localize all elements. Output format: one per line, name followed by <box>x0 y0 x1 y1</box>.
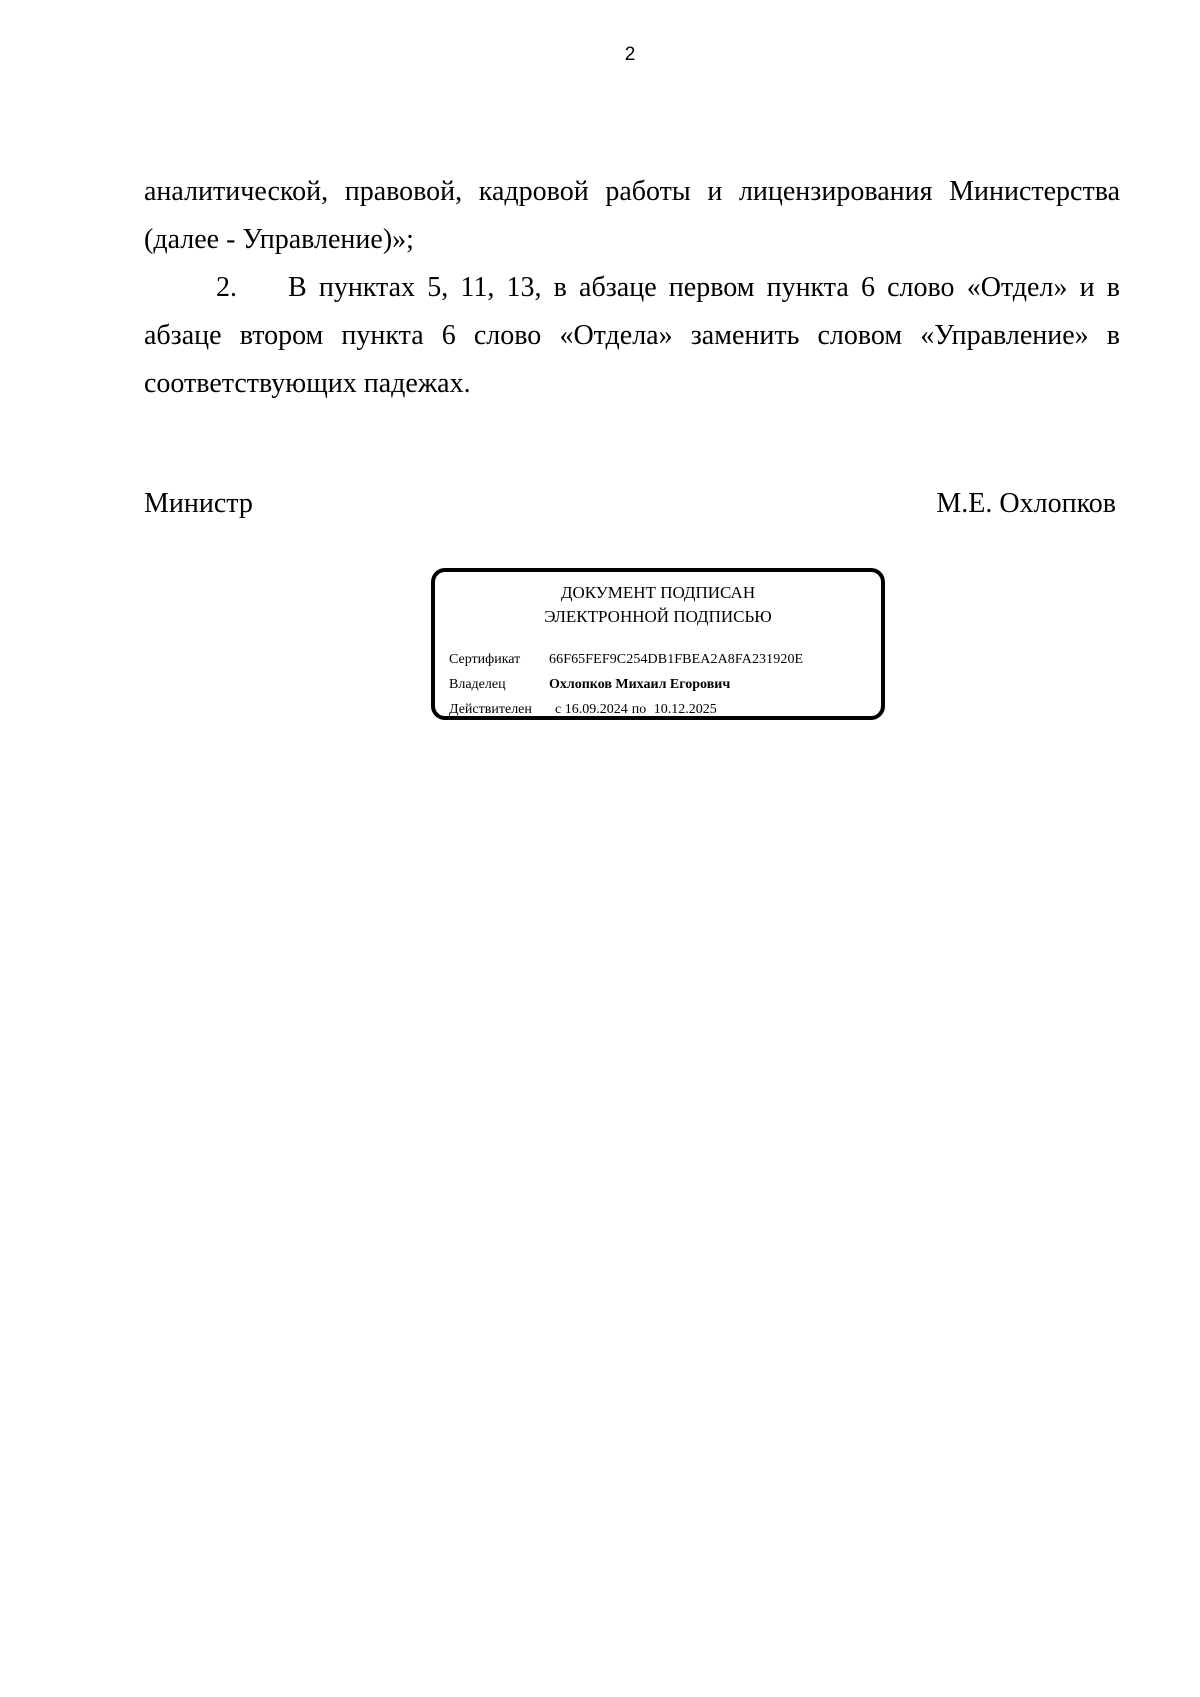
valid-to-date: 10.12.2025 <box>653 702 717 717</box>
signature-block <box>144 484 1116 524</box>
valid-from-date: 16.09.2024 <box>564 702 628 717</box>
item-text: В пунктах 5, 11, 13, в абзаце первом пункта 6 слово «Отдел» и в абзаце втором пункта 6 слово «Отдела» заменить словом «Управление» в соответствующих падежах. <box>144 272 1120 399</box>
paragraph-continuation: аналитической, правовой, кадровой работы и лицензирования Министерства (далее - Управление)»; <box>144 176 1120 255</box>
document-body <box>144 168 1120 408</box>
signatory-position: Министр <box>144 488 253 519</box>
certificate-value: 66F65FEF9C254DB1FBEA2A8FA231920E <box>549 652 804 667</box>
electronic-signature-stamp <box>431 568 885 720</box>
validity-row <box>449 700 717 720</box>
validity-value <box>549 702 717 717</box>
page-number: 2 <box>624 44 636 65</box>
owner-row <box>449 675 730 695</box>
owner-value: Охлопков Михаил Егорович <box>549 677 731 692</box>
validity-label: Действителен <box>449 702 532 717</box>
valid-to-prefix: по <box>631 702 647 717</box>
paragraph-item-2 <box>144 264 1120 408</box>
certificate-label: Сертификат <box>449 652 521 667</box>
certificate-row <box>449 650 803 670</box>
stamp-title-line-2: ЭЛЕКТРОННОЙ ПОДПИСЬЮ <box>544 607 772 626</box>
signatory-name: М.Е. Охлопков <box>936 488 1116 519</box>
stamp-title-line-1: ДОКУМЕНТ ПОДПИСАН <box>560 583 756 602</box>
item-number: 2. <box>216 272 237 303</box>
owner-label: Владелец <box>449 677 506 692</box>
valid-from-prefix: с <box>555 702 562 717</box>
